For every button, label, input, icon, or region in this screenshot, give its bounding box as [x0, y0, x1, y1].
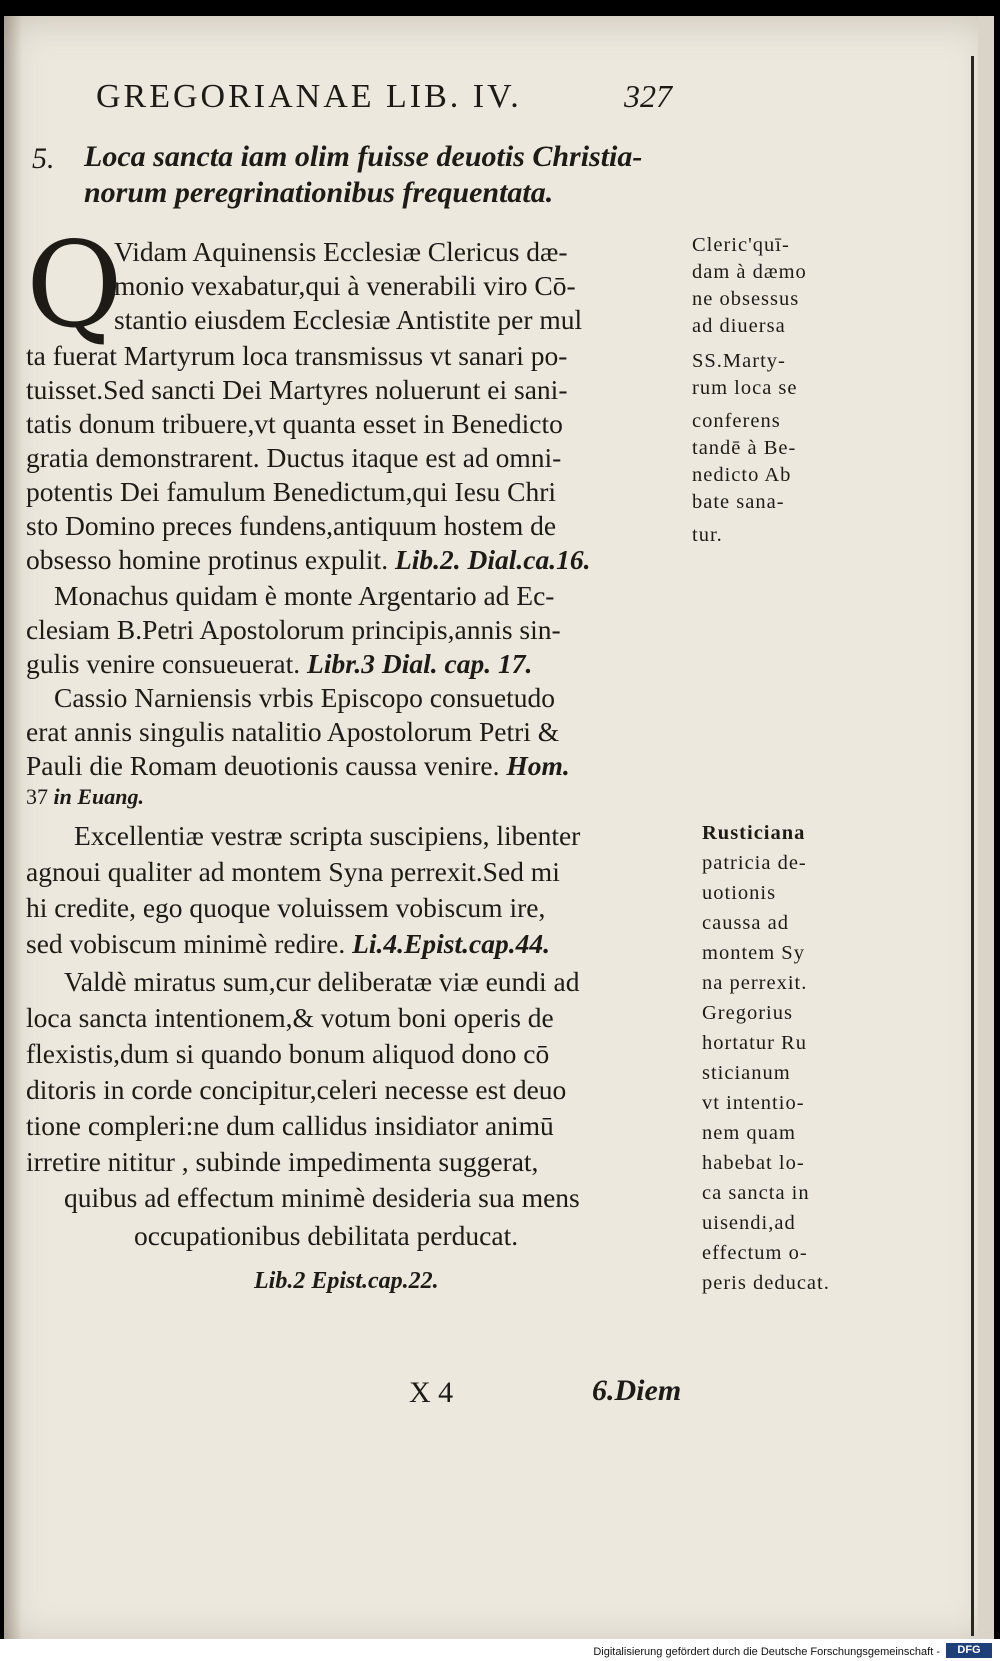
body-line: potentis Dei famulum Benedictum,qui Iesu Chri	[26, 476, 557, 507]
margin-note-line: caussa ad	[702, 912, 789, 934]
body-text: Pauli die Romam deuotionis caussa venire.	[26, 750, 500, 781]
margin-note-line: na perrexit.	[702, 972, 808, 994]
body-line: tuisset.Sed sancti Dei Martyres noluerunt ei sani-	[26, 374, 568, 405]
digitization-footer	[0, 1639, 1000, 1661]
margin-note-line: montem Sy	[702, 942, 805, 964]
source-reference: in Euang.	[53, 784, 144, 809]
body-line: loca sancta intentionem,& votum boni operis de	[26, 1002, 554, 1033]
running-head: GREGORIANAE LIB. IV.	[96, 78, 522, 115]
margin-note-line: ca sancta in	[702, 1182, 810, 1204]
margin-note-line: conferens	[692, 410, 781, 432]
scanned-page	[4, 16, 994, 1646]
body-line: Cassio Narniensis vrbis Episcopo consuetudo	[54, 682, 556, 713]
body-line: Valdè miratus sum,cur deliberatæ viæ eundi ad	[64, 966, 580, 997]
margin-note-line: SS.Marty-	[692, 350, 786, 372]
body-line: quibus ad effectum minimè desideria sua mens	[64, 1182, 580, 1213]
body-line: ta fuerat Martyrum loca transmissus vt sanari po-	[26, 340, 568, 371]
body-line: sto Domino preces fundens,antiquum hostem de	[26, 510, 557, 541]
body-line	[26, 648, 532, 680]
body-line: Vidam Aquinensis Ecclesiæ Clericus dæ-	[114, 236, 568, 267]
page-edge-strip	[978, 16, 994, 1646]
margin-note-line: ad diuersa	[692, 315, 786, 337]
body-line: flexistis,dum si quando bonum aliquod dono cō	[26, 1038, 550, 1069]
margin-note-line: uisendi,ad	[702, 1212, 796, 1234]
margin-note-line: hortatur Ru	[702, 1032, 807, 1054]
margin-note-line: Gregorius	[702, 1002, 793, 1024]
body-line: gratia demonstrarent. Ductus itaque est ad omni-	[26, 442, 562, 473]
body-line	[26, 784, 144, 810]
source-reference: Li.4.Epist.cap.44.	[352, 928, 550, 959]
signature-mark: X 4	[409, 1376, 454, 1409]
body-line	[26, 544, 591, 576]
page-number: 327	[624, 78, 672, 114]
margin-note-line: tandē à Be-	[692, 437, 797, 459]
drop-cap: Q	[26, 216, 123, 354]
margin-note-line: tur.	[692, 524, 723, 546]
body-line: occupationibus debilitata perducat.	[134, 1220, 519, 1251]
body-line: clesiam B.Petri Apostolorum principis,annis sin-	[26, 614, 561, 645]
page-edge-line	[971, 56, 974, 1636]
body-line: irretire nititur , subinde impedimenta suggerat,	[26, 1146, 539, 1177]
section-title-line: norum peregrinationibus frequentata.	[84, 176, 554, 209]
catchword: 6.Diem	[592, 1374, 682, 1407]
source-reference: Lib.2. Dial.ca.16.	[394, 544, 591, 575]
margin-note-line: nem quam	[702, 1122, 796, 1144]
margin-note-line: ne obsessus	[692, 288, 800, 310]
body-text: obsesso homine protinus expulit.	[26, 544, 389, 575]
margin-note-line: Cleric'quī-	[692, 234, 790, 256]
margin-note-line: bate sana-	[692, 491, 785, 513]
margin-note-line: uotionis	[702, 882, 777, 904]
dfg-logo: DFG	[946, 1643, 992, 1658]
body-text: sed vobiscum minimè redire.	[26, 928, 346, 959]
source-reference: Hom.	[506, 750, 570, 781]
body-line: erat annis singulis natalitio Apostolorum Petri &	[26, 716, 560, 747]
body-line: Monachus quidam è monte Argentario ad Ec-	[54, 580, 555, 611]
body-text: gulis venire consueuerat.	[26, 648, 301, 679]
margin-note-line: dam à dæmo	[692, 261, 807, 283]
body-line	[26, 928, 550, 960]
margin-note-line: effectum o-	[702, 1242, 808, 1264]
section-number: 5.	[32, 142, 55, 175]
source-reference: Libr.3 Dial. cap. 17.	[307, 648, 533, 679]
body-line: tatis donum tribuere,vt quanta esset in Benedicto	[26, 408, 563, 439]
footer-credit: Digitalisierung gefördert durch die Deutsche Forschungsgemeinschaft -	[593, 1646, 940, 1658]
margin-note-line: Rusticiana	[702, 822, 806, 844]
body-line: ditoris in corde concipitur,celeri necesse est deuo	[26, 1074, 567, 1105]
margin-note-line: habebat lo-	[702, 1152, 805, 1174]
body-line: stantio eiusdem Ecclesiæ Antistite per mul	[114, 304, 583, 335]
margin-note-line: sticianum	[702, 1062, 791, 1084]
body-line: Excellentiæ vestræ scripta suscipiens, libenter	[74, 820, 581, 851]
body-line	[26, 750, 570, 782]
body-line: monio vexabatur,qui à venerabili viro Cō-	[114, 270, 576, 301]
margin-note-line: nedicto Ab	[692, 464, 792, 486]
margin-note-line: vt intentio-	[702, 1092, 805, 1114]
section-title-line: Loca sancta iam olim fuisse deuotis Christia-	[84, 140, 643, 173]
margin-note-line: rum loca se	[692, 377, 798, 399]
body-line: agnoui qualiter ad montem Syna perrexit.Sed mi	[26, 856, 560, 887]
margin-note-line: patricia de-	[702, 852, 807, 874]
body-line: tione compleri:ne dum callidus insidiator animū	[26, 1110, 554, 1141]
source-reference: Lib.2 Epist.cap.22.	[254, 1268, 439, 1294]
body-text: 37	[26, 784, 48, 809]
body-line: hi credite, ego quoque voluissem vobiscum ire,	[26, 892, 546, 923]
margin-note-line: peris deducat.	[702, 1272, 830, 1294]
